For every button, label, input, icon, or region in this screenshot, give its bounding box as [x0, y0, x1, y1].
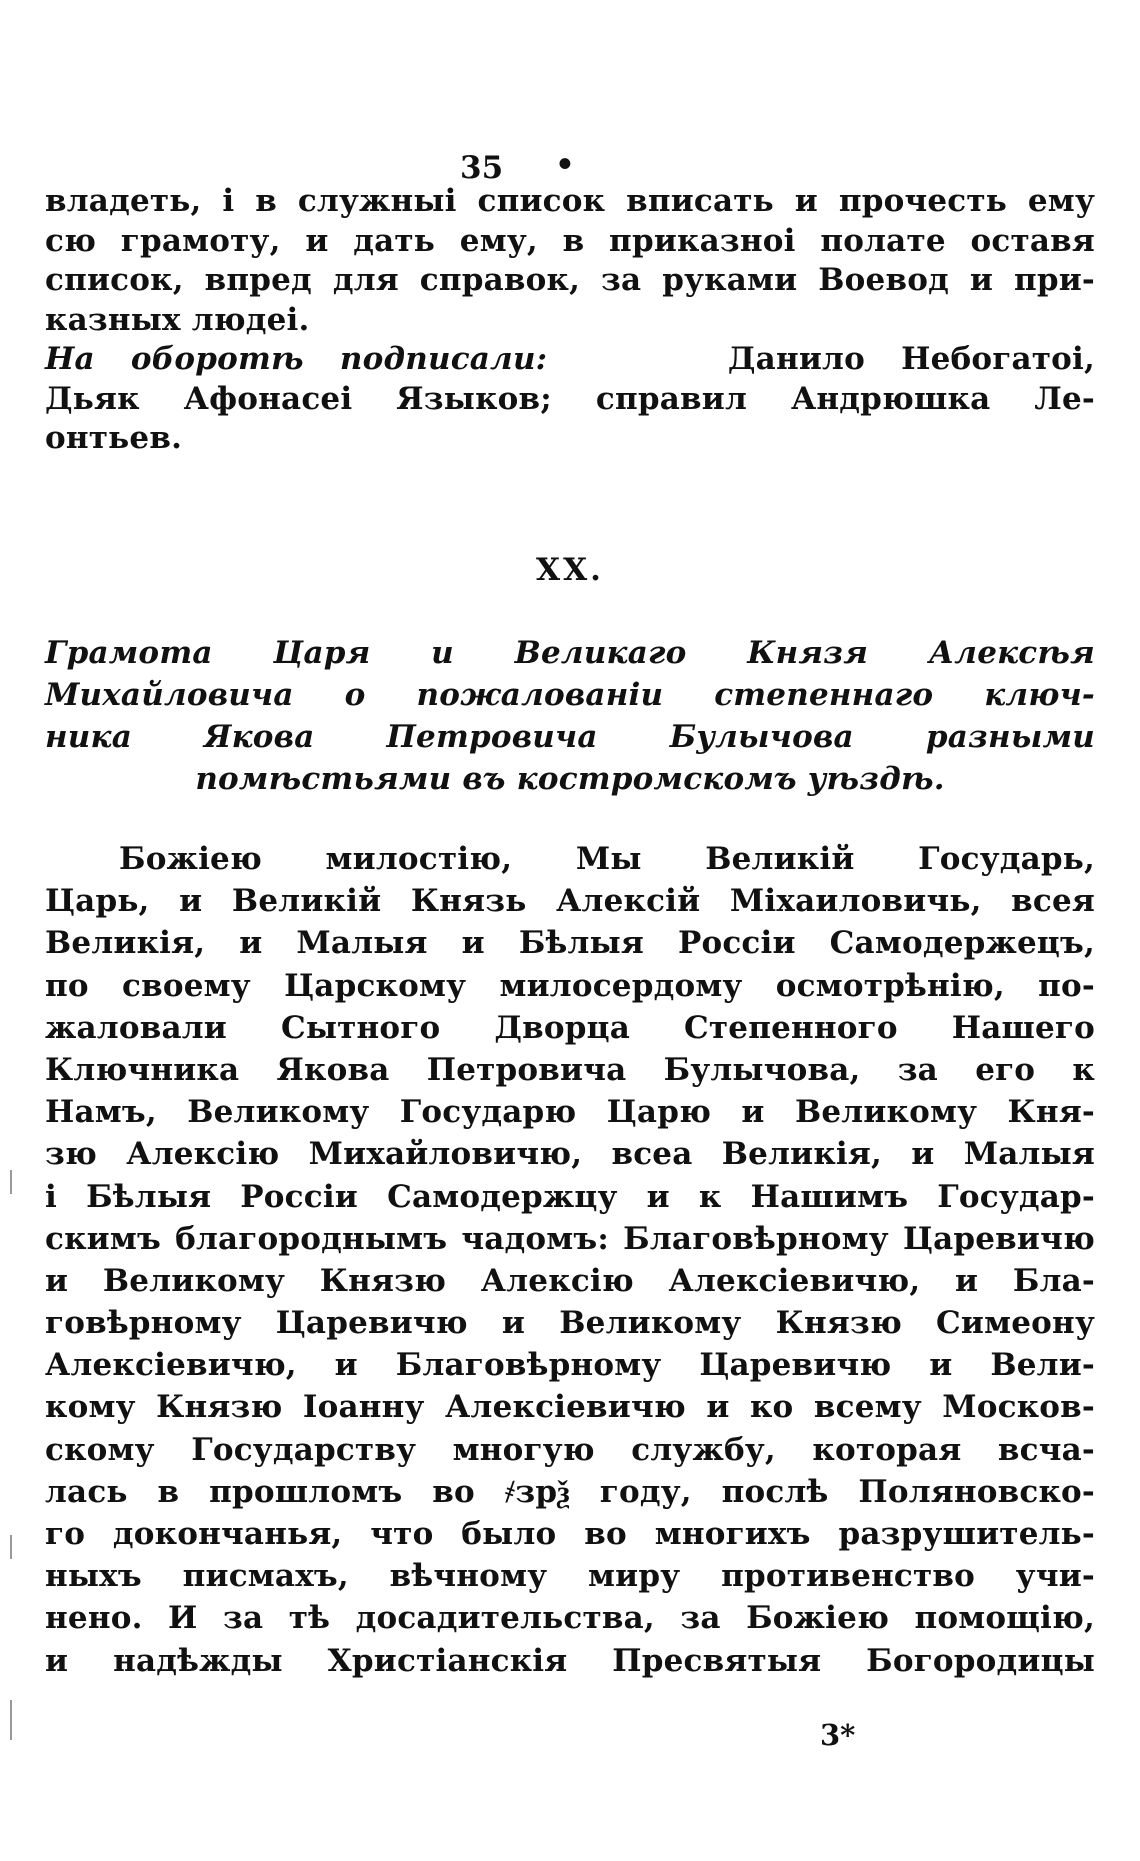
- body-line: скому Государству многую службу, которая вcча-: [45, 1431, 1095, 1468]
- body-line: лась в прошломъ во ҂зрѯ году, послѣ Поляновско-: [45, 1473, 1095, 1510]
- top-paragraph: [45, 182, 1095, 340]
- title-line: ника Якова Петровича Булычова разными: [45, 719, 1095, 755]
- text-line: сю грамоту, и дать ему, в приказноі полате оставя: [45, 222, 1095, 259]
- body-line: Ключника Якова Петровича Булычова, за его к: [45, 1051, 1095, 1088]
- body-line: ныхъ писмахъ, вѣчному миру противенство учи-: [45, 1558, 1095, 1595]
- reverse-note: [45, 340, 1095, 459]
- document-title: [45, 632, 1095, 800]
- body-line: Божіею милостію, Мы Великій Государь,: [119, 841, 1095, 877]
- body-line: кому Князю Іоанну Алексіевичю и ко всему Москов-: [45, 1389, 1095, 1426]
- title-line: помѣстьями въ костромскомъ уѣздѣ.: [195, 761, 945, 797]
- body-line: и Великому Князю Алексію Алексіевичю, и Бла-: [45, 1262, 1095, 1299]
- body-line: зю Алексію Михайловичю, всеа Великія, и Малыя: [45, 1136, 1095, 1173]
- reverse-note-signer: Данило Небогатоі,: [727, 341, 1095, 377]
- reverse-note-label: На оборотѣ подписали:: [45, 341, 548, 377]
- body-line: по своему Царскому милосердому осмотрѣнію, по-: [45, 967, 1095, 1004]
- body-line: скимъ благороднымъ чадомъ: Благовѣрному Царевичю: [45, 1220, 1095, 1257]
- title-line: Михайловича о пожалованіи степеннаго ключ-: [45, 677, 1095, 713]
- text-line: владеть, і в служныі список вписать и прочесть ему: [45, 183, 1095, 219]
- body-line: нено. И за тѣ досадительства, за Божіею помощію,: [45, 1600, 1095, 1637]
- page-number: 35: [460, 150, 504, 186]
- body-line: го докончанья, что было во многихъ разрушитель-: [45, 1516, 1095, 1552]
- body-line: Алексіевичю, и Благовѣрному Царевичю и Вели-: [45, 1347, 1095, 1384]
- text-line: список, впред для справок, за руками Воевод и при-: [45, 262, 1095, 298]
- section-number: XX.: [536, 552, 604, 588]
- text-line: казных людеі.: [45, 301, 310, 338]
- charter-body: [45, 838, 1095, 1682]
- body-line: Намъ, Великому Государю Царю и Великому Кня-: [45, 1094, 1095, 1131]
- scan-margin-mark: [10, 1700, 12, 1740]
- page-number-dot: •: [555, 147, 575, 183]
- scan-margin-mark: [10, 1535, 12, 1559]
- text-line: онтьев.: [45, 420, 183, 456]
- signature-mark: 3*: [820, 1718, 856, 1752]
- body-line: и надѣжды Христіанскія Пресвятыя Богородицы: [45, 1642, 1095, 1679]
- title-line: Грамота Царя и Великаго Князя Алексѣя: [45, 635, 1095, 671]
- text-line: Дьяк Афонасеі Языков; справил Андрюшка Ле-: [45, 380, 1095, 417]
- body-line: говѣрному Царевичю и Великому Князю Симеону: [45, 1305, 1095, 1342]
- reverse-note-first-line: [45, 340, 1095, 380]
- body-line: жаловали Сытного Дворца Степенного Нашего: [45, 1009, 1095, 1046]
- body-line: Великія, и Малыя и Бѣлыя Россіи Самодержецъ,: [45, 925, 1095, 962]
- body-line: і Бѣлыя Россіи Самодержцу и к Нашимъ Государ-: [45, 1178, 1095, 1215]
- body-line: Царь, и Великій Князь Алексій Міхаиловичь, всея: [45, 883, 1095, 920]
- scan-margin-mark: [10, 1170, 12, 1194]
